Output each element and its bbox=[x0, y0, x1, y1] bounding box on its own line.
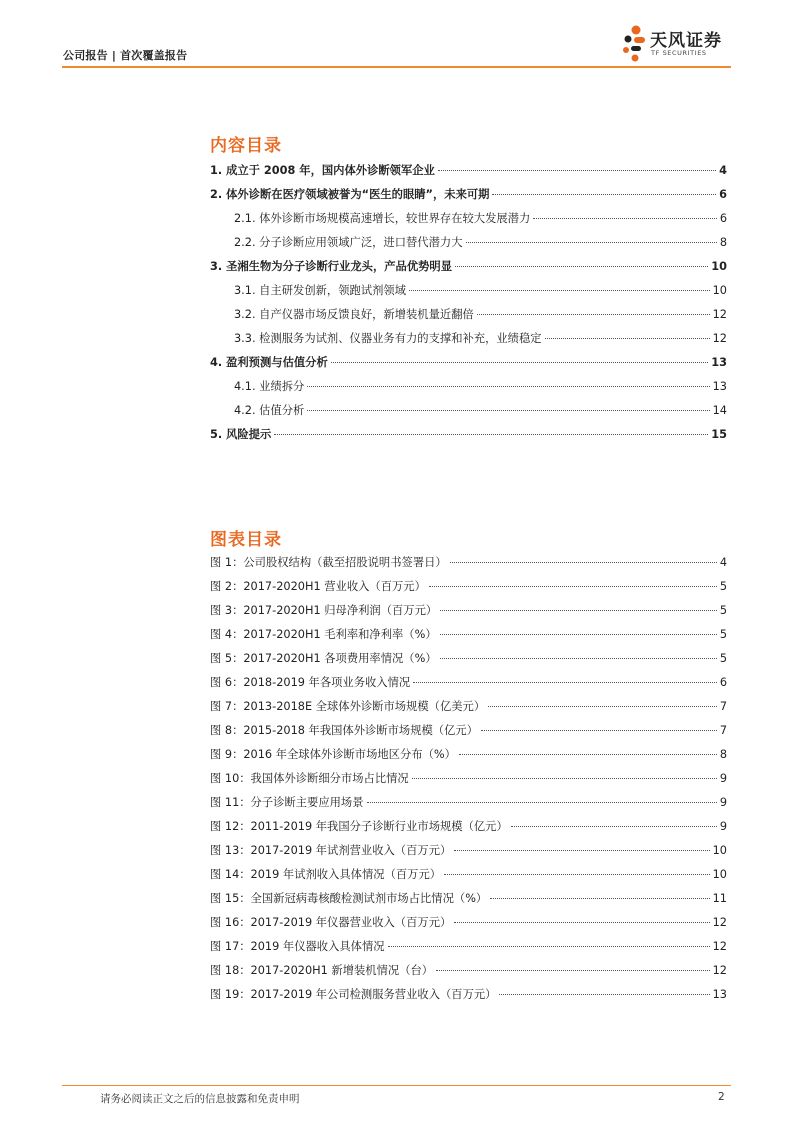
figure-leader bbox=[412, 777, 717, 779]
figure-entry-label: 图 3：2017-2020H1 归母净利润（百万元） bbox=[210, 604, 438, 617]
logo-mark-icon bbox=[620, 22, 650, 66]
header-divider bbox=[62, 66, 731, 68]
figure-leader bbox=[499, 993, 709, 995]
toc-entry[interactable] bbox=[234, 330, 727, 350]
figure-entry-label: 图 12：2011-2019 年我国分子诊断行业市场规模（亿元） bbox=[210, 820, 508, 833]
toc-entry-page: 6 bbox=[719, 212, 727, 225]
figure-leader bbox=[481, 729, 717, 731]
figure-entry[interactable] bbox=[210, 986, 727, 1006]
figure-entry-label: 图 2：2017-2020H1 营业收入（百万元） bbox=[210, 580, 426, 593]
toc-entry-page: 8 bbox=[719, 236, 727, 249]
figure-leader bbox=[454, 921, 709, 923]
figure-leader bbox=[440, 657, 717, 659]
figure-entry-label: 图 1：公司股权结构（截至招股说明书签署日） bbox=[210, 556, 447, 569]
figure-entry-page: 9 bbox=[719, 796, 727, 809]
figure-leader bbox=[440, 633, 717, 635]
figure-leader bbox=[429, 585, 717, 587]
figure-entry-page: 9 bbox=[719, 820, 727, 833]
figure-entry[interactable] bbox=[210, 914, 727, 934]
figure-entry[interactable] bbox=[210, 890, 727, 910]
figure-entry-label: 图 8：2015-2018 年我国体外诊断市场规模（亿元） bbox=[210, 724, 478, 737]
figure-entry-page: 10 bbox=[712, 844, 727, 857]
figure-entry[interactable] bbox=[210, 698, 727, 718]
figure-entry[interactable] bbox=[210, 578, 727, 598]
figure-entry[interactable] bbox=[210, 602, 727, 622]
figure-entry-label: 图 7：2013-2018E 全球体外诊断市场规模（亿美元） bbox=[210, 700, 486, 713]
figure-leader bbox=[440, 609, 717, 611]
toc-entry-page: 10 bbox=[711, 260, 727, 273]
figure-leader bbox=[459, 753, 717, 755]
toc-entry[interactable] bbox=[234, 402, 727, 422]
toc-entry[interactable] bbox=[234, 378, 727, 398]
figure-entry-page: 5 bbox=[719, 604, 727, 617]
figure-entry-label: 图 10：我国体外诊断细分市场占比情况 bbox=[210, 772, 409, 785]
figure-leader bbox=[488, 705, 717, 707]
toc-entry[interactable] bbox=[210, 186, 727, 206]
figure-entry[interactable] bbox=[210, 794, 727, 814]
toc-entry-page: 15 bbox=[711, 428, 727, 441]
toc-leader bbox=[492, 193, 716, 195]
figure-entry-label: 图 11：分子诊断主要应用场景 bbox=[210, 796, 364, 809]
toc-entry-page: 6 bbox=[719, 188, 727, 201]
toc-leader bbox=[438, 169, 716, 171]
figure-entry-label: 图 9：2016 年全球体外诊断市场地区分布（%） bbox=[210, 748, 456, 761]
toc-leader bbox=[409, 289, 710, 291]
toc-entry-label: 1. 成立于 2008 年，国内体外诊断领军企业 bbox=[210, 164, 435, 177]
figure-entry-label: 图 19：2017-2019 年公司检测服务营业收入（百万元） bbox=[210, 988, 497, 1001]
figure-entry[interactable] bbox=[210, 626, 727, 646]
figure-entry[interactable] bbox=[210, 842, 727, 862]
toc-entry-page: 4 bbox=[719, 164, 727, 177]
figure-entry-page: 13 bbox=[712, 988, 727, 1001]
toc-entry-label: 3. 圣湘生物为分子诊断行业龙头，产品优势明显 bbox=[210, 260, 453, 273]
tf-securities-logo bbox=[620, 22, 732, 66]
toc-entry[interactable] bbox=[234, 210, 727, 230]
header-report-type: 公司报告 | 首次覆盖报告 bbox=[63, 49, 188, 62]
figure-entry[interactable] bbox=[210, 554, 727, 574]
toc-entry[interactable] bbox=[210, 162, 727, 182]
toc-entry[interactable] bbox=[234, 282, 727, 302]
toc-entry-page: 14 bbox=[712, 404, 727, 417]
figure-leader bbox=[444, 873, 710, 875]
footer-divider bbox=[62, 1085, 731, 1086]
toc-leader bbox=[331, 361, 709, 363]
figures-title: 图表目录 bbox=[210, 530, 282, 550]
toc-entry-page: 12 bbox=[712, 332, 727, 345]
figure-entry[interactable] bbox=[210, 722, 727, 742]
figure-entry-page: 4 bbox=[719, 556, 727, 569]
logo-text-en: TF SECURITIES bbox=[651, 49, 707, 57]
figure-entry-label: 图 6：2018-2019 年各项业务收入情况 bbox=[210, 676, 411, 689]
figure-entry[interactable] bbox=[210, 650, 727, 670]
figure-leader bbox=[450, 561, 717, 563]
toc-entry-label: 5. 风险提示 bbox=[210, 428, 272, 441]
figure-entry[interactable] bbox=[210, 938, 727, 958]
toc-leader bbox=[455, 265, 708, 267]
figure-entry[interactable] bbox=[210, 674, 727, 694]
figure-entry-label: 图 15：全国新冠病毒核酸检测试剂市场占比情况（%） bbox=[210, 892, 488, 905]
footer-disclaimer: 请务必阅读正文之后的信息披露和免责申明 bbox=[100, 1093, 300, 1105]
figure-entry-page: 10 bbox=[712, 868, 727, 881]
figure-entry-label: 图 13：2017-2019 年试剂营业收入（百万元） bbox=[210, 844, 452, 857]
toc-entry[interactable] bbox=[210, 354, 727, 374]
figure-leader bbox=[367, 801, 717, 803]
figure-entry-label: 图 14：2019 年试剂收入具体情况（百万元） bbox=[210, 868, 442, 881]
toc-entry[interactable] bbox=[234, 306, 727, 326]
figure-entry[interactable] bbox=[210, 746, 727, 766]
toc-entry-page: 13 bbox=[712, 380, 727, 393]
toc-entry[interactable] bbox=[210, 426, 727, 446]
figure-entry-page: 5 bbox=[719, 580, 727, 593]
figure-entry-page: 12 bbox=[712, 916, 727, 929]
page-number: 2 bbox=[718, 1091, 725, 1103]
toc-leader bbox=[545, 337, 710, 339]
toc-leader bbox=[533, 217, 717, 219]
figure-entry-label: 图 4：2017-2020H1 毛利率和净利率（%） bbox=[210, 628, 437, 641]
figure-entry-page: 11 bbox=[712, 892, 727, 905]
toc-leader bbox=[477, 313, 710, 315]
figure-leader bbox=[436, 969, 710, 971]
figure-entry-page: 7 bbox=[719, 700, 727, 713]
toc-entry[interactable] bbox=[234, 234, 727, 254]
toc-entry-page: 13 bbox=[711, 356, 727, 369]
logo-text-cn: 天风证券 bbox=[650, 31, 722, 51]
toc-entry-label: 2. 体外诊断在医疗领域被誉为“医生的眼睛”，未来可期 bbox=[210, 188, 490, 201]
toc-entry-label: 3.3. 检测服务为试剂、仪器业务有力的支撑和补充，业绩稳定 bbox=[234, 332, 542, 345]
figure-entry-label: 图 18：2017-2020H1 新增装机情况（台） bbox=[210, 964, 434, 977]
figure-entry-page: 5 bbox=[719, 652, 727, 665]
figure-leader bbox=[454, 849, 709, 851]
figure-leader bbox=[490, 897, 709, 899]
figure-leader bbox=[388, 945, 710, 947]
figure-entry-page: 6 bbox=[719, 676, 727, 689]
toc-entry-label: 3.1. 自主研发创新，领跑试剂领域 bbox=[234, 284, 407, 297]
toc-entry-page: 12 bbox=[712, 308, 727, 321]
figure-entry-page: 8 bbox=[719, 748, 727, 761]
figure-entry-page: 7 bbox=[719, 724, 727, 737]
toc-leader bbox=[307, 409, 709, 411]
toc-leader bbox=[466, 241, 717, 243]
toc-entry-label: 4.2. 估值分析 bbox=[234, 404, 305, 417]
figure-entry-label: 图 17：2019 年仪器收入具体情况 bbox=[210, 940, 385, 953]
toc-entry[interactable] bbox=[210, 258, 727, 278]
toc-title: 内容目录 bbox=[210, 136, 282, 156]
toc-entry-label: 3.2. 自产仪器市场反馈良好，新增装机量近翻倍 bbox=[234, 308, 474, 321]
figure-entry[interactable] bbox=[210, 818, 727, 838]
figure-leader bbox=[511, 825, 717, 827]
figure-entry-label: 图 5：2017-2020H1 各项费用率情况（%） bbox=[210, 652, 437, 665]
figure-entry[interactable] bbox=[210, 866, 727, 886]
toc-entry-page: 10 bbox=[712, 284, 727, 297]
figure-entry[interactable] bbox=[210, 770, 727, 790]
figure-leader bbox=[413, 681, 717, 683]
figure-entry[interactable] bbox=[210, 962, 727, 982]
figure-entry-page: 12 bbox=[712, 940, 727, 953]
toc-leader bbox=[307, 385, 709, 387]
figure-entry-page: 9 bbox=[719, 772, 727, 785]
figure-entry-page: 5 bbox=[719, 628, 727, 641]
figure-entry-page: 12 bbox=[712, 964, 727, 977]
toc-entry-label: 4. 盈利预测与估值分析 bbox=[210, 356, 328, 369]
toc-leader bbox=[274, 433, 708, 435]
toc-entry-label: 2.2. 分子诊断应用领域广泛，进口替代潜力大 bbox=[234, 236, 463, 249]
toc-entry-label: 2.1. 体外诊断市场规模高速增长，较世界存在较大发展潜力 bbox=[234, 212, 531, 225]
figure-entry-label: 图 16：2017-2019 年仪器营业收入（百万元） bbox=[210, 916, 452, 929]
toc-entry-label: 4.1. 业绩拆分 bbox=[234, 380, 305, 393]
